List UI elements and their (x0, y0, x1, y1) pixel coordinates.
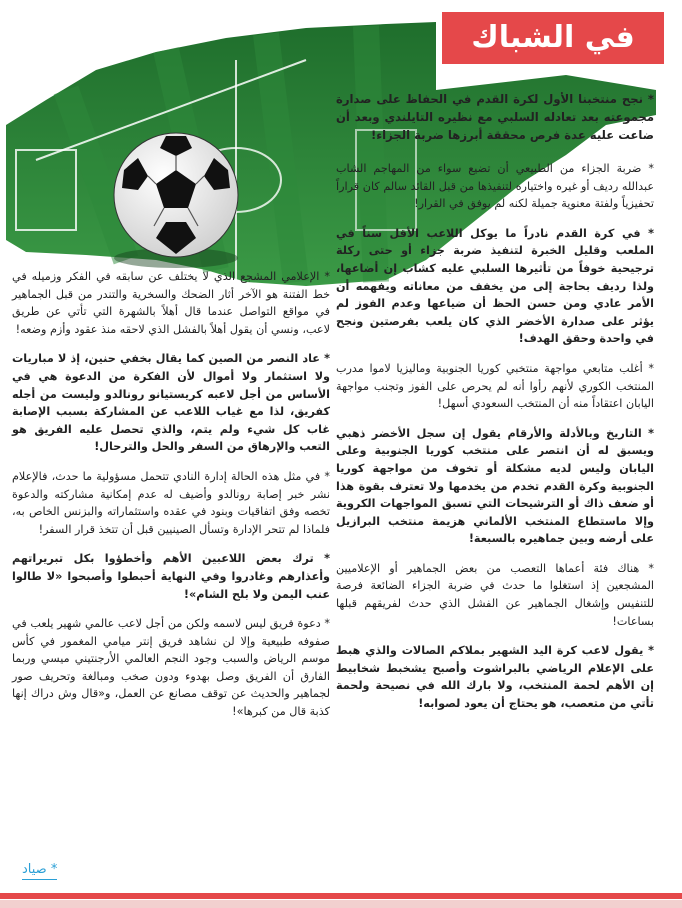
paragraph: * دعوة فريق ليس لاسمه ولكن من أجل لاعب عالمي شهير يلعب في صفوفه طبيعية وإلا لن نشاهد فريق إنتر ميامي المغمور في كأس موسم الرياض والسبب وجود النجم العالمي الأرجنتيني ميسي وربما الفارق أن الفريق وصل بهدوء ودون صخب ومبالغة وتحريف صور لجماهير والحديث عن توقف مصانع عن العمل، و«قال وش دراك إنها كذبة قال من كبرها»! (12, 617, 330, 719)
section-title-tab (442, 12, 664, 64)
paragraph: * يقول لاعب كرة اليد الشهير بملاكم الصالات والذي هبط على الإعلام الرياضي بالبراشوت وأصبح يشخبط شخابيط إن الأهم لحمة المنتخب، ولا بارك الله في نصيحة ولحمة تأتي من متعصب، هو يحتاج أن يعود لصوابه! (336, 644, 654, 711)
paragraph: * ضربة الجزاء من الطبيعي أن تضيع سواء من المهاجم الشاب عبدالله رديف أو غيره واختياره لتنفيذها من قبل القائد سالم كان قراراً تحفيزياً ولفتة معنوية جميلة لكنه لم يوفق في القرار! (336, 162, 654, 211)
paragraph: * الإعلامي المشجع الذي لا يختلف عن سابقه في الفكر وزميله في خط الفتنة هو الآخر أثار الضحك والسخرية والتندر من قبل الجماهير في مواقع التواصل عندما قال أهلاً بالشهرة التي تأتي عن طريق لاعب، ونسي أن يقول أهلاً بالفشل الذي لاحقه منذ عقود وأزم وضعه! (12, 270, 330, 336)
footer-accent-strip (0, 900, 682, 908)
paragraph: * عاد النصر من الصين كما يقال بخفي حنين، إذ لا مباريات ولا استثمار ولا أموال لأن الفكرة من الدعوة هي في الأساس من أجل لاعبه كريستيانو رونالدو وليست من أجله كفريق، لذا مع غياب اللاعب عن المشاركة بسبب الإصابة غاب كل شيء ولم يتم، والذي تحصل عليه الفريق هو التعب والإرهاق من السفر والحل والترحال! (12, 352, 330, 454)
paragraph: * التاريخ وبالأدلة والأرقام يقول إن سجل الأخضر ذهبي ويسبق له أن انتصر على منتخب كوريا الجنوبية وعلى اليابان وليس لديه مشكلة أو تخوف من مواجهة كوريا الجنوبية وكرة القدم تخدم من يخدمها ولا تعترف بقوة هذا أو ضعف ذاك أو الترشيحات التي تسبق المواجهات الكروية وإلا ماستطاع المنتخب الألماني هزيمة منتخب البرازيل على أرضه وبين جماهيره بالسبعة! (336, 426, 654, 546)
paragraph: * ترك بعض اللاعبين الأهم وأخطؤوا بكل تبريراتهم وأعذارهم وغادروا وفي النهاية أحبطوا وأصبحوا «لا طالوا عنب اليمن ولا بلح الشام»! (12, 552, 330, 601)
paragraph: * نجح منتخبنا الأول لكرة القدم في الحفاظ على صدارة مجموعته بعد تعادله السلبي مع نظيره التايلندي وبعد أن ضاعت عليه عدة فرص محققة أبرزها ضربة الجزاء! (336, 92, 654, 142)
paragraph: * هناك فئة أعماها التعصب من بعض الجماهير أو الإعلاميين المشجعين إذ استغلوا ما حدث في ضربة الجزاء الضائعة فرصة للتنفيس وإشغال الجماهير عن الفشل الذي حدث لفريقهم قبلها بساعات! (336, 561, 654, 628)
paragraph: * في مثل هذه الحالة إدارة النادي تتحمل مسؤولية ما حدث، فالإعلام نشر خبر إصابة رونالدو وأضيف له عدم إمكانية مشاركته والدعوة تخصه وفق اتفاقيات وبنود في عقده واستثماراته والبزنس الخاص به، فلماذا لم تتحر الإدارة وتسأل الصينيين قبل أن تتخذ قرار السفر! (12, 469, 330, 536)
paragraph: * في كرة القدم نادراً ما يوكل اللاعب الأقل سناً في الملعب وقليل الخبرة لتنفيذ ضربة جزاء أو حتى ركلة ترجيحية خوفاً من تأثيرها السلبي عليه كشاب إن أضاعها، ولذا رديف بحاجة إلى من يخفف من معاناته ويفهمه أن الأمر عادي ومن حسن الحظ أن ضياعها وعدم الفوز لم يؤثر على صدارة الأخضر الذي كان يلعب بفرصتين ونجح في واحدة وحقق الهدف! (336, 226, 654, 346)
right-column (336, 90, 654, 725)
section-title: في الشباك (471, 20, 635, 55)
left-column (12, 268, 330, 733)
paragraph: * أغلب متابعي مواجهة منتخبي كوريا الجنوبية وماليزيا لاموا مدرب المنتخب الكوري لأنهم رأوا أنه لم يحرص على الفوز وتجنب مواجهة اليابان اعتقاداً منه أن المنتخب السعودي أسهل! (336, 361, 654, 411)
author-signature: * صياد (22, 862, 57, 880)
footer-accent-bar (0, 893, 682, 899)
